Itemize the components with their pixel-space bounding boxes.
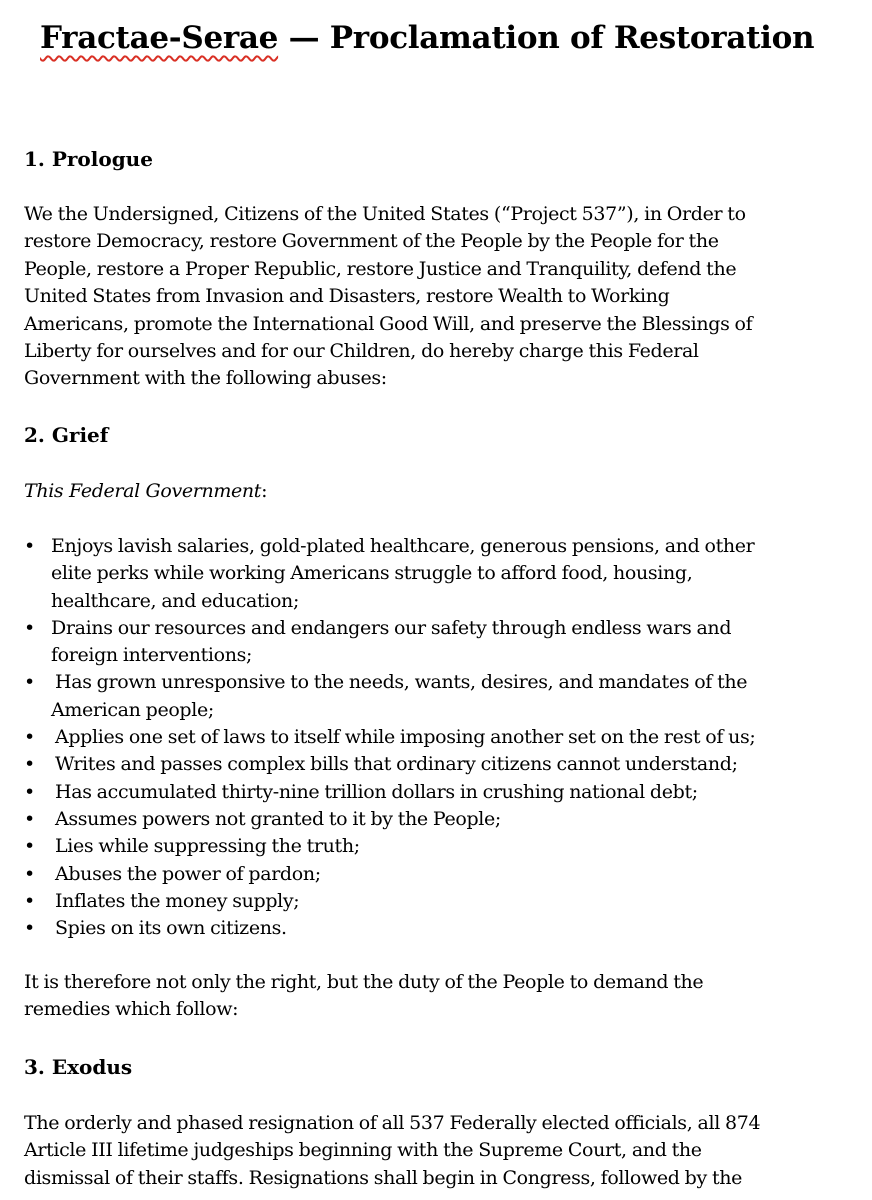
list-item-line: American people; [51, 698, 214, 721]
bullet-icon: • [24, 917, 35, 940]
heading-grief: 2. Grief [24, 423, 109, 447]
list-item-line: Abuses the power of pardon; [55, 862, 321, 885]
paragraph-line: The orderly and phased resignation of all 537 Federally elected officials, all 874 [24, 1112, 761, 1134]
bullet-icon: • [24, 889, 35, 912]
list-item-line: Writes and passes complex bills that ordinary citizens cannot understand; [55, 753, 738, 776]
list-item-line: Inflates the money supply; [55, 889, 300, 912]
list-item [24, 915, 864, 942]
list-item-line: Applies one set of laws to itself while imposing another set on the rest of us; [55, 726, 756, 749]
prologue-paragraph [24, 201, 864, 393]
list-item-line: Spies on its own citizens. [55, 917, 287, 940]
list-item [24, 724, 864, 751]
paragraph-line: dismissal of their staffs. Resignations shall begin in Congress, followed by the [24, 1166, 743, 1189]
list-item [24, 806, 864, 833]
list-item [24, 888, 864, 915]
paragraph-line: It is therefore not only the right, but the duty of the People to demand the [24, 971, 704, 993]
paragraph-line: Government with the following abuses: [24, 367, 387, 390]
heading-exodus: 3. Exodus [24, 1055, 133, 1079]
list-item [24, 533, 864, 615]
list-item [24, 751, 864, 778]
paragraph-line: remedies which follow: [24, 998, 239, 1021]
grief-lead-italic: This Federal Government [24, 480, 262, 502]
paragraph-line: Americans, promote the International Good Will, and preserve the Blessings of [24, 312, 753, 335]
grief-closing-paragraph [24, 969, 864, 1024]
heading-prologue: 1. Prologue [24, 147, 153, 171]
grief-lead-colon: : [261, 480, 268, 502]
paragraph-line: United States from Invasion and Disasters, restore Wealth to Working [24, 285, 670, 308]
bullet-icon: • [24, 753, 35, 776]
grief-lead [24, 478, 267, 505]
list-item-line: healthcare, and education; [51, 589, 300, 612]
list-item-line: foreign interventions; [51, 644, 253, 667]
list-item [24, 779, 864, 806]
paragraph-line: People, restore a Proper Republic, restore Justice and Tranquility, defend the [24, 257, 737, 280]
paragraph-line: Article III lifetime judgeships beginning with the Supreme Court, and the [24, 1139, 702, 1162]
list-item-line: Drains our resources and endangers our safety through endless wars and [51, 616, 732, 639]
bullet-icon: • [24, 807, 35, 830]
paragraph-line: restore Democracy, restore Government of the People by the People for the [24, 230, 719, 253]
paragraph-line: Liberty for ourselves and for our Children, do hereby charge this Federal [24, 340, 699, 363]
title-rest: — Proclamation of Restoration [278, 20, 815, 56]
list-item-line: Has accumulated thirty-nine trillion dollars in crushing national debt; [55, 780, 698, 803]
list-item [24, 833, 864, 860]
bullet-icon: • [24, 616, 35, 639]
bullet-icon: • [24, 535, 35, 557]
grievance-list [24, 533, 864, 942]
list-item-line: elite perks while working Americans struggle to afford food, housing, [51, 562, 693, 585]
exodus-paragraph [24, 1110, 864, 1192]
list-item-line: Lies while suppressing the truth; [55, 835, 360, 858]
paragraph-line: We the Undersigned, Citizens of the United States (“Project 537”), in Order to [24, 203, 746, 225]
bullet-icon: • [24, 780, 35, 803]
bullet-icon: • [24, 835, 35, 858]
list-item-line: Enjoys lavish salaries, gold-plated healthcare, generous pensions, and other [51, 535, 755, 557]
list-item [24, 669, 864, 724]
title-misspelled-word: Fractae-Serae [40, 20, 279, 56]
bullet-icon: • [24, 862, 35, 885]
bullet-icon: • [24, 671, 35, 694]
document-title [40, 18, 814, 58]
list-item-line: Has grown unresponsive to the needs, wants, desires, and mandates of the [55, 671, 748, 694]
list-item [24, 861, 864, 888]
bullet-icon: • [24, 726, 35, 749]
list-item-line: Assumes powers not granted to it by the People; [55, 807, 501, 830]
list-item [24, 615, 864, 670]
